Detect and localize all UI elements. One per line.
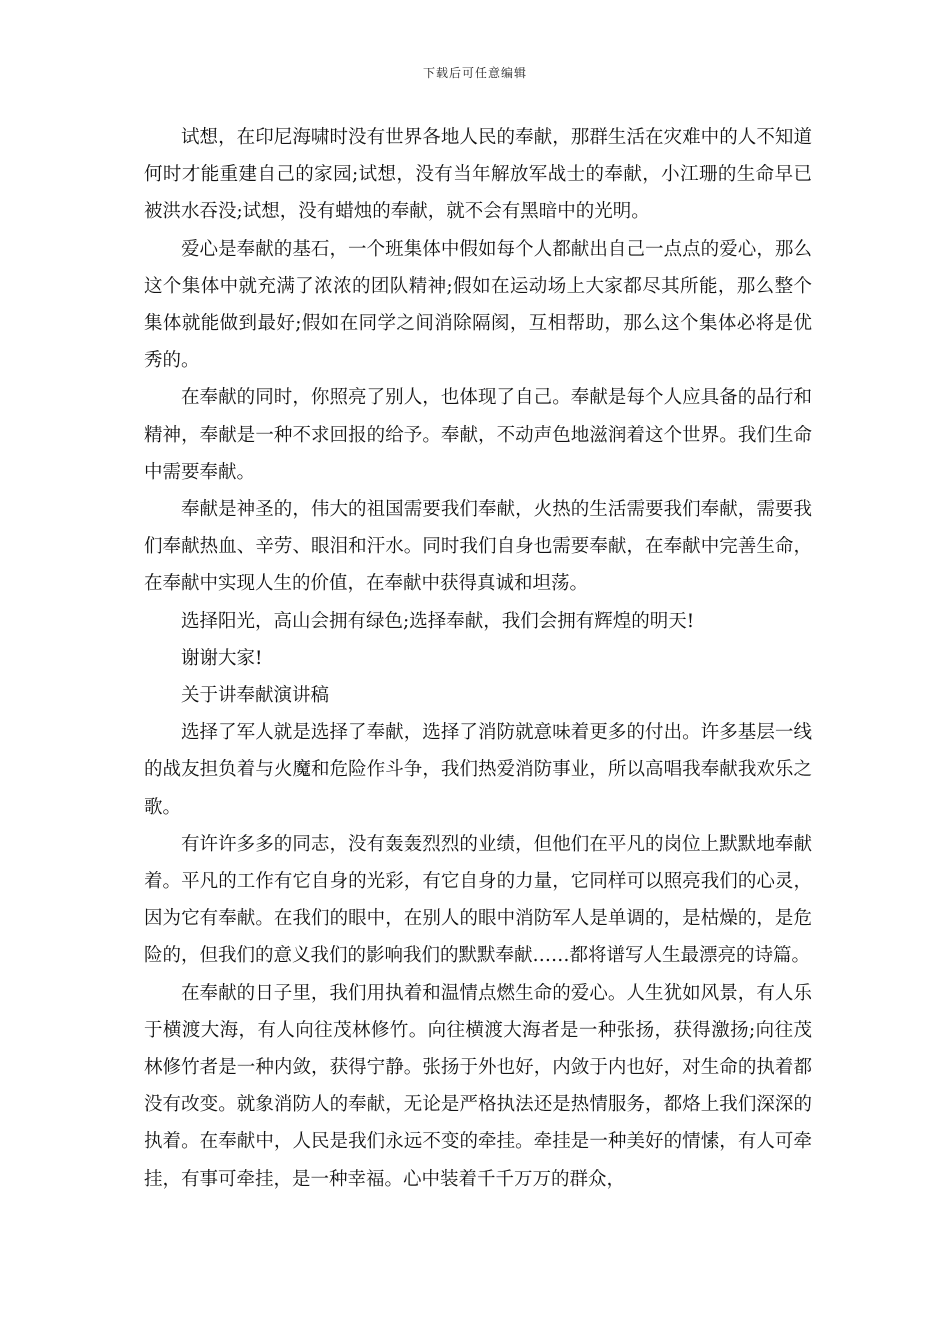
paragraph: 在奉献的日子里，我们用执着和温情点燃生命的爱心。人生犹如风景，有人乐于横渡大海，有人向往茂林修竹。向往横渡大海者是一种张扬，获得激扬;向往茂林修竹者是一种内敛，获得宁静。张扬于外也好，内敛于内也好，对生命的执着都没有改变。就象消防人的奉献，无论是严格执法还是热情服务，都烙上我们深深的执着。在奉献中，人民是我们永远不变的牵挂。牵挂是一种美好的情愫，有人可牵挂，有事可牵挂，是一种幸福。心中装着千千万万的群众， [144,982,812,1190]
paragraph: 奉献是神圣的，伟大的祖国需要我们奉献，火热的生活需要我们奉献，需要我们奉献热血、辛劳、眼泪和汗水。同时我们自身也需要奉献，在奉献中完善生命，在奉献中实现人生的价值，在奉献中获得真诚和坦荡。 [144,499,812,595]
paragraph: 爱心是奉献的基石，一个班集体中假如每个人都献出自己一点点的爱心，那么这个集体中就充满了浓浓的团队精神;假如在运动场上大家都尽其所能，那么整个集体就能做到最好;假如在同学之间消除隔阂，互相帮助，那么这个集体必将是优秀的。 [144,238,812,372]
paragraph: 选择了军人就是选择了奉献，选择了消防就意味着更多的付出。许多基层一线的战友担负着与火魔和危险作斗争，我们热爱消防事业，所以高唱我奉献我欢乐之歌。 [144,722,812,818]
paragraph: 在奉献的同时，你照亮了别人，也体现了自己。奉献是每个人应具备的品行和精神，奉献是一种不求回报的给予。奉献，不动声色地滋润着这个世界。我们生命中需要奉献。 [144,387,812,483]
paragraph: 选择阳光，高山会拥有绿色;选择奉献，我们会拥有辉煌的明天! [181,610,695,632]
paragraph: 试想，在印尼海啸时没有世界各地人民的奉献，那群生活在灾难中的人不知道何时才能重建自己的家园;试想，没有当年解放军战士的奉献，小江珊的生命早已被洪水吞没;试想，没有蜡烛的奉献，就不会有黑暗中的光明。 [144,127,812,223]
paragraph: 谢谢大家! [181,647,263,669]
page-header: 下载后可任意编辑 [422,66,527,80]
document-body [144,119,812,1198]
section-title: 关于讲奉献演讲稿 [181,685,330,707]
paragraph: 有许许多多的同志，没有轰轰烈烈的业绩，但他们在平凡的岗位上默默地奉献着。平凡的工作有它自身的光彩，有它自身的力量，它同样可以照亮我们的心灵，因为它有奉献。在我们的眼中，在别人的眼中消防军人是单调的，是枯燥的，是危险的，但我们的意义我们的影响我们的默默奉献……都将谱写人生最漂亮的诗篇。 [144,833,812,967]
